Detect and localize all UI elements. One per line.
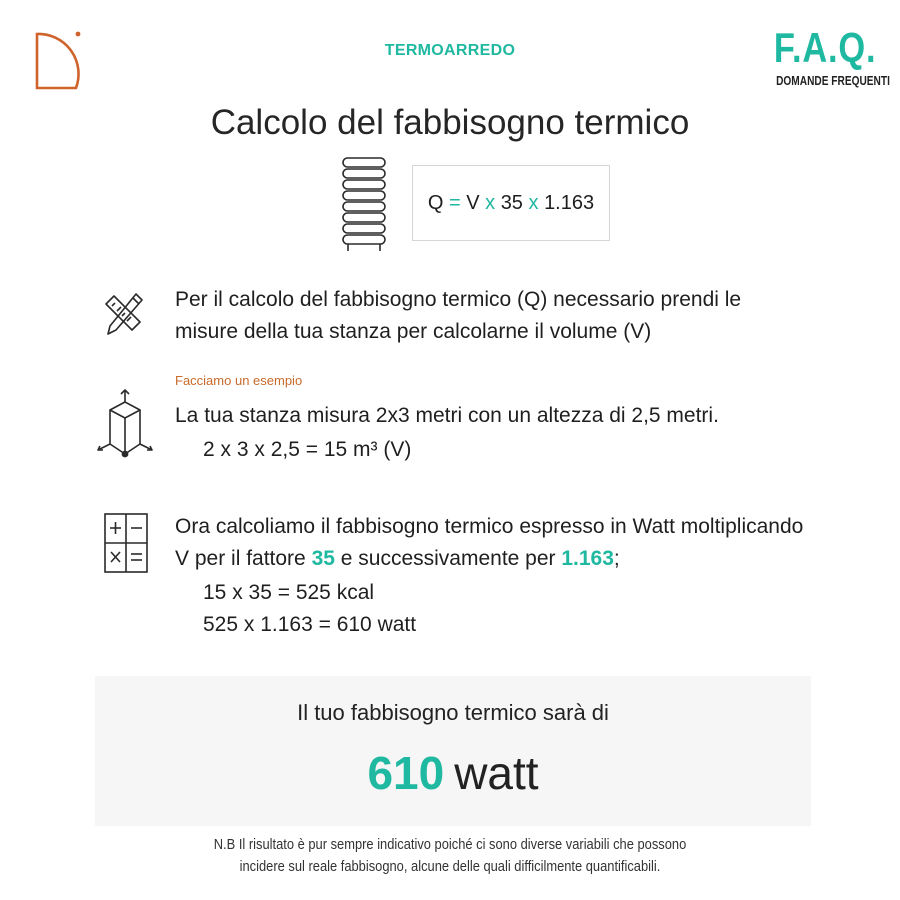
step3-line1: Ora calcoliamo il fabbisogno termico espresso in Watt moltiplicando (175, 515, 804, 538)
page-title: Calcolo del fabbisogno termico (210, 103, 690, 142)
cube-dimensions-icon (94, 388, 156, 462)
faq-badge (764, 24, 890, 90)
step3-line2-mid: e successivamente per (334, 547, 562, 570)
formula-times-2: x (522, 191, 545, 214)
result-label: Il tuo fabbisogno termico sarà di (297, 700, 609, 725)
calculator-icon (103, 512, 149, 574)
step2-calc: 2 x 3 x 2,5 = 15 m³ (V) (203, 438, 412, 461)
step1-line2: misure della tua stanza per calcolarne il volume (V) (175, 320, 652, 343)
step3-line2 (175, 543, 620, 575)
step1-line1: Per il calcolo del fabbisogno termico (Q) necessario prendi le (175, 288, 742, 311)
result-unit: watt (454, 747, 539, 799)
disclaimer-note (160, 834, 740, 878)
note-line2: incidere sul reale fabbisogno, alcune delle quali difficilmente quantificabili. (239, 858, 661, 875)
step3-calc1: 15 x 35 = 525 kcal (203, 581, 375, 604)
step3-factor-35: 35 (311, 547, 335, 570)
step3-line2-pre: V per il fattore (175, 547, 312, 570)
step3-line2-end: ; (613, 547, 620, 570)
formula-q: Q (427, 191, 444, 214)
formula-factor-1163: 1.163 (544, 191, 595, 214)
note-line1: N.B Il risultato è pur sempre indicativo poiché ci sono diverse variabili che possono (213, 836, 687, 853)
brand-name: TERMOARREDO (384, 42, 516, 59)
step3-factor-1163: 1.163 (561, 547, 614, 570)
formula-factor-35: 35 (500, 191, 523, 214)
faq-title: F.A.Q. (773, 24, 877, 71)
ruler-pencil-icon (100, 290, 144, 340)
example-label: Facciamo un esempio (175, 373, 303, 388)
result-number: 610 (367, 747, 445, 799)
radiator-icon (340, 156, 390, 254)
result-value (95, 742, 811, 804)
formula-times-1: x (479, 191, 501, 214)
formula-box (412, 165, 610, 241)
formula-equals: = (443, 191, 467, 214)
step3-calc2: 525 x 1.163 = 610 watt (203, 613, 417, 636)
formula-v: V (466, 191, 480, 214)
quarter-circle-logo-icon (34, 28, 84, 94)
step2-line1: La tua stanza misura 2x3 metri con un altezza di 2,5 metri. (175, 404, 719, 427)
faq-subtitle: DOMANDE FREQUENTI (776, 73, 890, 88)
